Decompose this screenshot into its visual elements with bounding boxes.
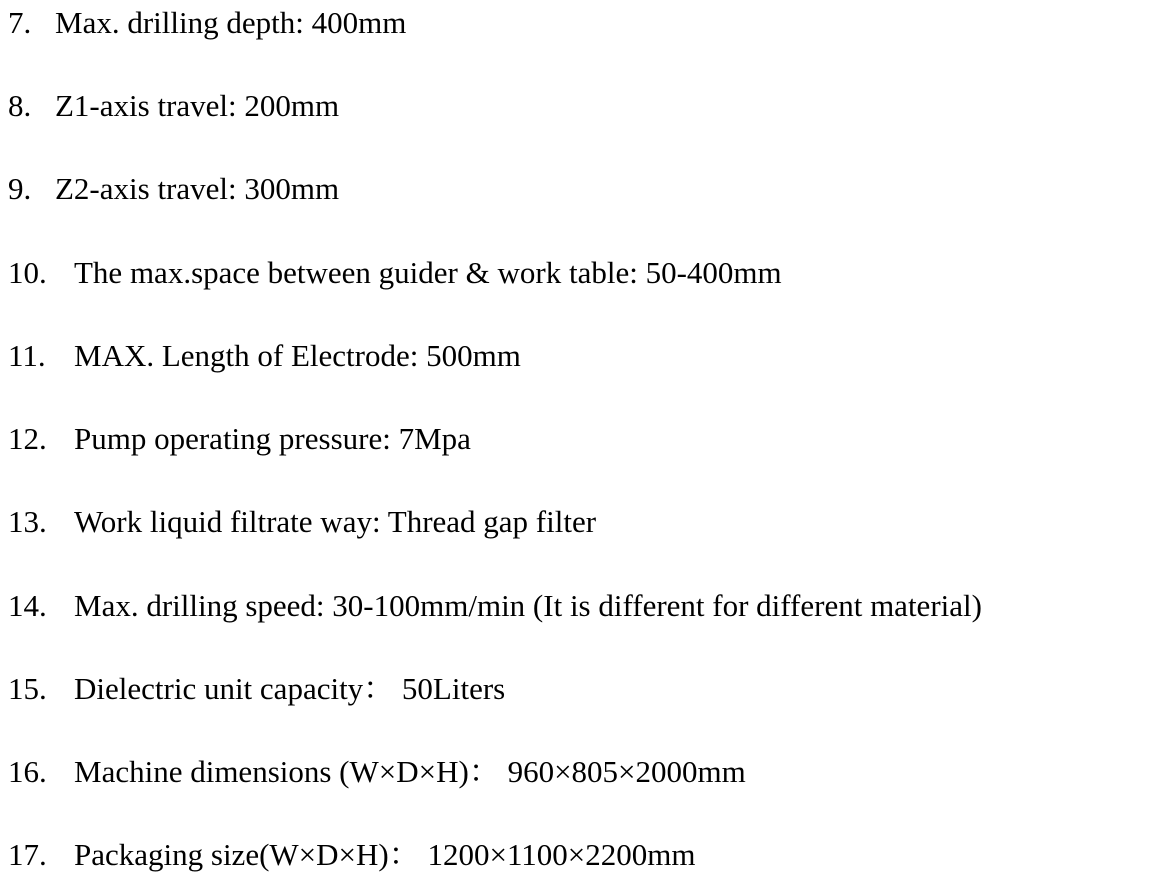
spec-text: Max. drilling depth: 400mm [55,5,407,40]
spec-number: 15. [8,671,47,706]
spec-number: 9. [8,171,32,206]
spec-text: Packaging size(W×D×H)： 1200×1100×2200mm [74,837,696,872]
spec-item-max-space-guider-table [8,253,782,293]
spec-item-packaging-size [8,835,696,875]
spec-item-drilling-speed [8,586,982,626]
spec-item-z1-axis-travel [8,86,339,126]
spec-item-pump-pressure [8,419,471,459]
spec-number: 14. [8,588,47,623]
spec-text: Max. drilling speed: 30-100mm/min (It is different for different material) [74,588,982,623]
spec-number: 13. [8,504,47,539]
spec-item-electrode-length [8,336,521,376]
spec-item-z2-axis-travel [8,169,339,209]
spec-item-dielectric-capacity [8,669,505,709]
spec-text: Work liquid filtrate way: Thread gap filter [74,504,597,539]
spec-number: 12. [8,421,47,456]
spec-number: 11. [8,338,46,373]
spec-text: Dielectric unit capacity： 50Liters [74,671,506,706]
spec-item-machine-dimensions [8,752,746,792]
spec-number: 8. [8,88,32,123]
spec-item-filtrate-way [8,502,596,542]
spec-text: Machine dimensions (W×D×H)： 960×805×2000mm [74,754,746,789]
spec-number: 7. [8,5,32,40]
spec-number: 17. [8,837,47,872]
spec-number: 10. [8,255,47,290]
spec-text: Z1-axis travel: 200mm [55,88,340,123]
spec-text: MAX. Length of Electrode: 500mm [74,338,521,373]
spec-text: The max.space between guider & work table: 50-400mm [74,255,782,290]
spec-item-max-drilling-depth [8,3,406,43]
spec-text: Pump operating pressure: 7Mpa [74,421,471,456]
spec-text: Z2-axis travel: 300mm [55,171,340,206]
spec-number: 16. [8,754,47,789]
